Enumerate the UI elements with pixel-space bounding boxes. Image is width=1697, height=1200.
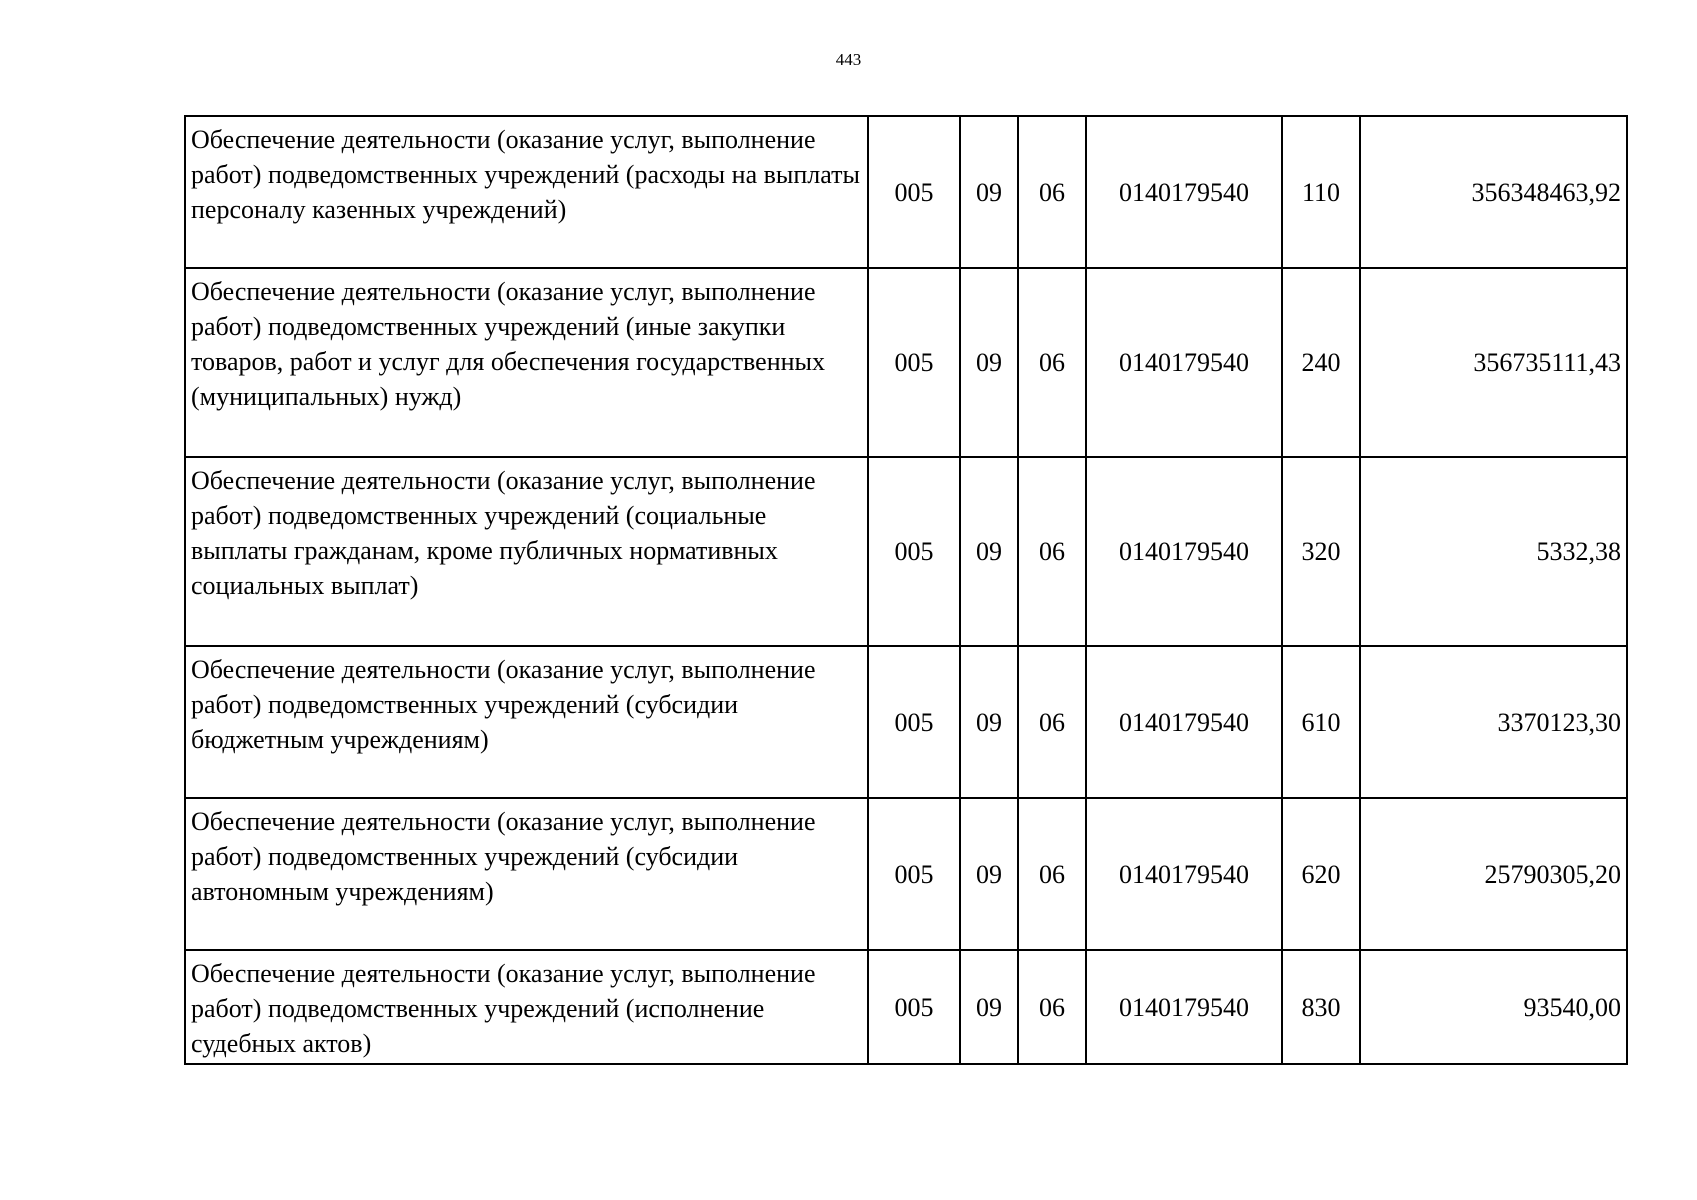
- subsection-code: 06: [1018, 116, 1086, 268]
- expense-type-code: 830: [1282, 950, 1360, 1064]
- budget-table: [184, 115, 1628, 1065]
- table-row: [185, 116, 1627, 268]
- amount: 5332,38: [1360, 457, 1627, 646]
- ministry-code: 005: [868, 646, 960, 798]
- target-item-code: 0140179540: [1086, 268, 1282, 457]
- subsection-code: 06: [1018, 268, 1086, 457]
- target-item-code: 0140179540: [1086, 116, 1282, 268]
- subsection-code: 06: [1018, 457, 1086, 646]
- section-code: 09: [960, 798, 1018, 950]
- section-code: 09: [960, 646, 1018, 798]
- row-description: Обеспечение деятельности (оказание услуг, выполнение работ) подведомственных учреждений (социальные выплаты гражданам, кроме публичных нормативных социальных выплат): [185, 457, 868, 646]
- expense-type-code: 610: [1282, 646, 1360, 798]
- section-code: 09: [960, 116, 1018, 268]
- expense-type-code: 240: [1282, 268, 1360, 457]
- target-item-code: 0140179540: [1086, 950, 1282, 1064]
- row-description: Обеспечение деятельности (оказание услуг, выполнение работ) подведомственных учреждений (субсидии автономным учреждениям): [185, 798, 868, 950]
- target-item-code: 0140179540: [1086, 457, 1282, 646]
- table-row: [185, 457, 1627, 646]
- table-row: [185, 646, 1627, 798]
- section-code: 09: [960, 950, 1018, 1064]
- page-number: 443: [835, 50, 862, 69]
- target-item-code: 0140179540: [1086, 646, 1282, 798]
- row-description: Обеспечение деятельности (оказание услуг, выполнение работ) подведомственных учреждений (расходы на выплаты персоналу казенных учреждений): [185, 116, 868, 268]
- expense-type-code: 320: [1282, 457, 1360, 646]
- row-description: Обеспечение деятельности (оказание услуг, выполнение работ) подведомственных учреждений (иные закупки товаров, работ и услуг для обеспечения государственных (муниципальных) нужд): [185, 268, 868, 457]
- target-item-code: 0140179540: [1086, 798, 1282, 950]
- amount: 93540,00: [1360, 950, 1627, 1064]
- row-description: Обеспечение деятельности (оказание услуг, выполнение работ) подведомственных учреждений (исполнение судебных актов): [185, 950, 868, 1064]
- subsection-code: 06: [1018, 950, 1086, 1064]
- amount: 356348463,92: [1360, 116, 1627, 268]
- section-code: 09: [960, 457, 1018, 646]
- subsection-code: 06: [1018, 646, 1086, 798]
- ministry-code: 005: [868, 268, 960, 457]
- ministry-code: 005: [868, 950, 960, 1064]
- section-code: 09: [960, 268, 1018, 457]
- subsection-code: 06: [1018, 798, 1086, 950]
- table-row: [185, 798, 1627, 950]
- table-row: [185, 268, 1627, 457]
- amount: 25790305,20: [1360, 798, 1627, 950]
- ministry-code: 005: [868, 457, 960, 646]
- ministry-code: 005: [868, 116, 960, 268]
- ministry-code: 005: [868, 798, 960, 950]
- table-row: [185, 950, 1627, 1064]
- amount: 356735111,43: [1360, 268, 1627, 457]
- amount: 3370123,30: [1360, 646, 1627, 798]
- expense-type-code: 620: [1282, 798, 1360, 950]
- expense-type-code: 110: [1282, 116, 1360, 268]
- row-description: Обеспечение деятельности (оказание услуг, выполнение работ) подведомственных учреждений (субсидии бюджетным учреждениям): [185, 646, 868, 798]
